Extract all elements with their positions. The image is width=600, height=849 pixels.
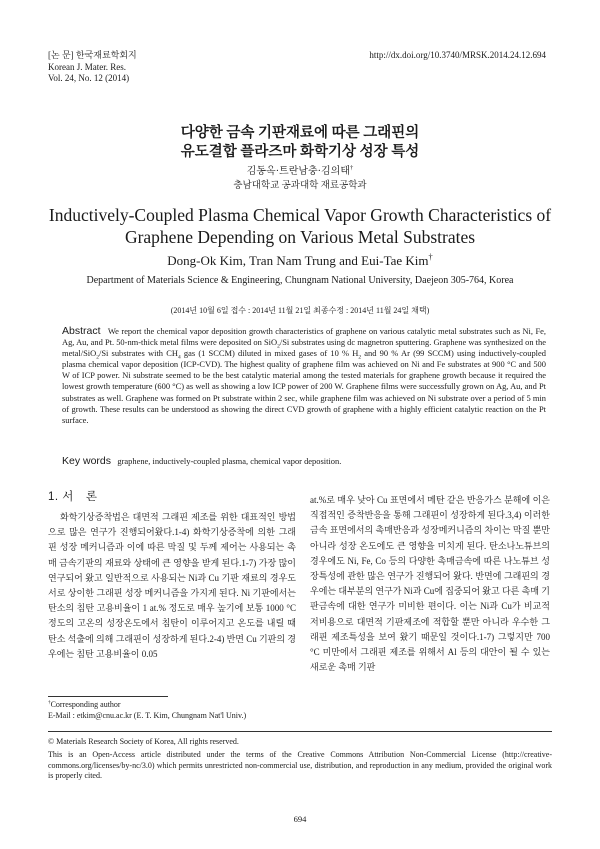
- journal-volume: Vol. 24, No. 12 (2014): [48, 73, 130, 83]
- copyright-notice: © Materials Research Society of Korea, All rights reserved.: [48, 737, 239, 746]
- abstract-sub: 2: [96, 354, 99, 361]
- korean-author-mark: †: [350, 164, 354, 172]
- korean-author-names: 김동옥·트란남충·김의태: [246, 166, 350, 177]
- page-number: 694: [293, 814, 307, 824]
- english-affiliation: Department of Materials Science & Engineering, Chungnam National University, Daejeon 305-764, Korea: [86, 275, 514, 286]
- abstract-text-5: and 90 % Ar (99 SCCM) using inductively-coupled plasma chemical vapor deposition (ICP-CVD). The highest quality of graphene film was achieved on Ni and Fe substrates at 900 °C and 500 W of ICP power. Ni substrate seemed to be the best catalytic material among the tested materials for graphene growth because it required the lowest growth temperature (600 °C) as well as showing a low ICP power of 200 W. Graphene films were successfully grown on Ag, Au, and Pt substrates as well. Graphene was formed on Pt substrate within 2 sec, while graphene film was achieved on Ni substrate over a period of 5 min of growth. These results can be understood as showing the direct CVD growth of graphene with a highly efficient catalytic reaction on the Pt surface.: [62, 348, 546, 425]
- section-title: 1. 서 론: [48, 491, 98, 503]
- body-paragraph-left: 화학기상증착법은 대면적 그래핀 제조를 위한 대표적인 방법으로 많은 연구가 진행되어왔다.1-4) 화학기상증착에 의한 그래핀 성장 메커니즘과 이에 따른 막질 및 두께 제어는 사용되는 촉매 금속기판의 재료와 상태에 큰 영향을 받게 된다.1-7) 가장 많이 연구되어 왔고 일반적으로 사용되는 Ni과 Cu 기판 재료의 경우도 서로 상이한 그래핀 성장 메커니즘을 가지게 된다. Ni 기판에서는 탄소의 침탄 고용비율이 1 at.% 정도로 매우 높기에 보통 1000 °C 정도의 고온의 성장온도에서 침탄이 이루어지고 온도를 내릴 때 탄소 석출에 의해 그래핀이 성장하게 된다.2-4) 반면 Cu 기판의 경우에는 침탄 고용비율이 0.05: [48, 512, 296, 659]
- english-title: [20, 205, 580, 248]
- abstract-text-1: We report the chemical vapor deposition growth characteristics of graphene on various catalytic metal substrates such as Ni, Fe, Ag, Au, and Pt. 50-nm-thick metal films were deposited on SiO: [62, 326, 546, 348]
- received-dates: (2014년 10월 6일 접수 : 2014년 11월 21일 최종수정 : 2014년 11월 24일 채택): [170, 306, 430, 315]
- abstract-sub: 2: [358, 354, 362, 361]
- korean-title-line1: 다양한 금속 기판재료에 따른 그래핀의: [180, 125, 420, 141]
- keywords-label: Key words: [62, 455, 112, 467]
- english-title-line1: Inductively-Coupled Plasma Chemical Vapor Growth Characteristics of: [48, 205, 552, 225]
- korean-title-line2: 유도결합 플라즈마 화학기상 성장 특성: [180, 144, 420, 160]
- english-title-line2: Graphene Depending on Various Metal Substrates: [124, 226, 476, 247]
- corresponding-email: E-Mail : etkim@cnu.ac.kr (E. T. Kim, Chungnam Nat'l Univ.): [48, 711, 247, 720]
- abstract-sub: 2: [277, 343, 280, 350]
- license-notice: This is an Open-Access article distributed under the terms of the Creative Commons Attribution Non-Commercial License (http://creative-commons.org/licenses/by-nc/3.0) which permits unrestricted non-commercial use, distribution, and reproduction in any medium, provided the original work is properly cited.: [48, 750, 552, 781]
- korean-affiliation: 충남대학교 공과대학 재료공학과: [233, 181, 367, 191]
- abstract-label: Abstract: [62, 325, 101, 337]
- abstract-text-2: /Si substrates using dc magnetron sputtering. Graphene was synthesized on the metal/SiO: [62, 337, 546, 359]
- corresponding-label: Corresponding author: [50, 700, 121, 709]
- abstract-sub: 4: [177, 354, 181, 361]
- copyright-divider: [48, 731, 552, 732]
- journal-info: [48, 50, 137, 85]
- body-right-column: [310, 493, 550, 675]
- journal-korean-name: [논 문] 한국재료학회지: [48, 50, 137, 60]
- korean-authors: [0, 165, 600, 178]
- abstract-text-4: gas (1 SCCM) diluted in mixed gases of 10 % H: [180, 348, 359, 359]
- english-authors: [0, 253, 600, 269]
- corresponding-author-note: [48, 700, 121, 711]
- body-left-column: [48, 489, 296, 662]
- footnote-divider: [48, 696, 168, 697]
- english-author-mark: †: [428, 251, 433, 262]
- abstract-text-3: /Si substrates with CH: [98, 348, 178, 359]
- abstract: [62, 326, 546, 426]
- corresponding-mark: †: [48, 699, 51, 706]
- doi-link[interactable]: http://dx.doi.org/10.3740/MRSK.2014.24.12.694: [369, 50, 546, 60]
- keywords-text: graphene, inductively-coupled plasma, chemical vapor deposition.: [117, 456, 342, 466]
- journal-english-name: Korean J. Mater. Res.: [48, 61, 126, 72]
- body-paragraph-right: at.%로 매우 낮아 Cu 표면에서 메탄 같은 반응가스 분해에 이은 직접적인 증착반응을 통해 그래핀이 성장하게 된다.3,4) 이러한 금속 표면에서의 촉매반응과 성장메커니즘의 차이는 막질 뿐만 아니라 성장 온도에도 큰 영향을 미치게 된다. 탄소나노튜브의 경우에도 Ni, Fe, Co 등의 다양한 촉매금속에 따른 나노튜브 성장특성에 관한 많은 연구가 진행되어 왔다. 반면에 그래핀의 경우에는 대부분의 연구가 Ni과 Cu에 집중되어 왔고 다른 촉매 기판금속에 대한 연구가 미비한 편이다. 이는 Ni과 Cu가 비교적 저비용으로 대면적 기판제조에 적합할 뿐만 아니라 우수한 그래핀 제조특성을 보여 왔기 때문일 것이다.1-7) 그렇지만 700 °C 미만에서 그래핀 제조를 위해서 Al 등의 대안이 될 수 있는 새로운 촉매 기판: [310, 495, 550, 673]
- korean-title: [0, 124, 600, 162]
- keywords: [62, 456, 546, 467]
- english-author-names: Dong-Ok Kim, Tran Nam Trung and Eui-Tae Kim: [167, 253, 429, 268]
